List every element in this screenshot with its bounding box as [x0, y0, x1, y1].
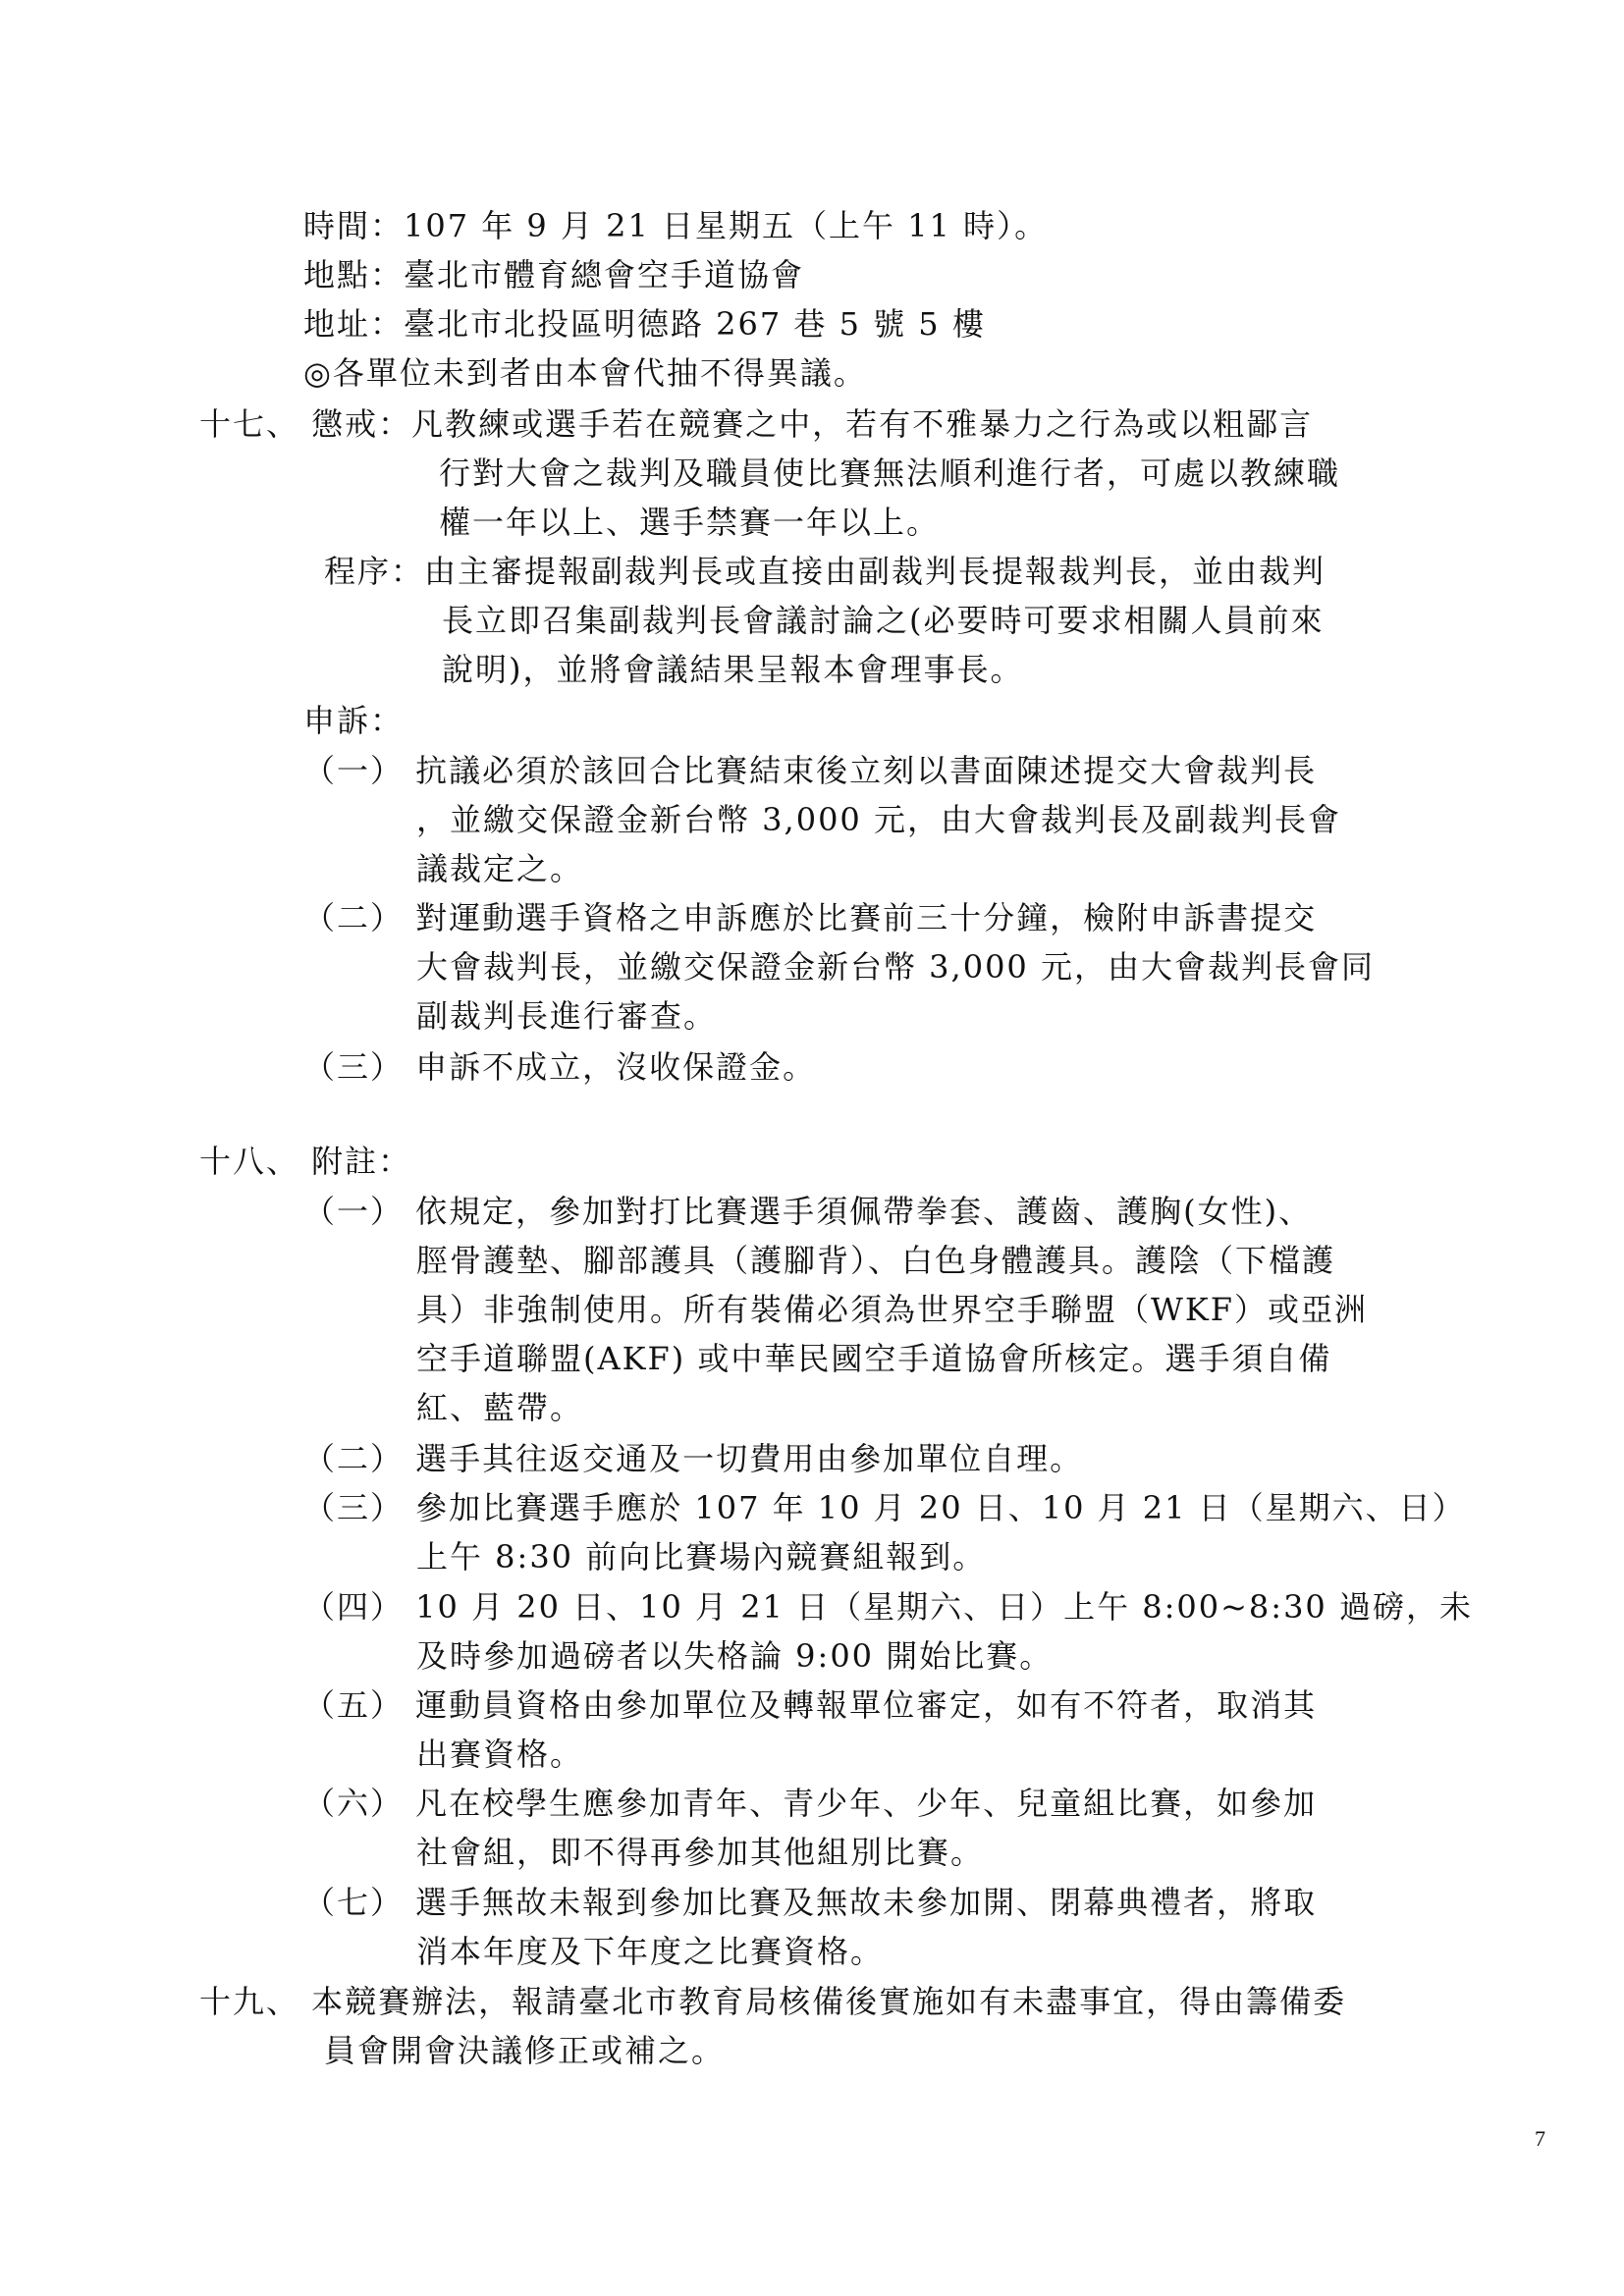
text-line: 權一年以上、選手禁賽一年以上。: [439, 504, 941, 541]
text-line: 申訴：: [303, 702, 405, 739]
text-line: （一） 抗議必須於該回合比賽結束後立刻以書面陳述提交大會裁判長: [303, 752, 1318, 789]
text-line: 大會裁判長，並繳交保證金新台幣 3,000 元，由大會裁判長會同: [416, 948, 1375, 986]
text-line: （四） 10 月 20 日、10 月 21 日（星期六、日）上午 8:00~8:30 過磅，未: [303, 1588, 1473, 1626]
text-line: 紅、藍帶。: [416, 1389, 584, 1426]
text-line: 消本年度及下年度之比賽資格。: [416, 1933, 885, 1970]
text-line: （二） 選手其往返交通及一切費用由參加單位自理。: [303, 1440, 1084, 1477]
text-line: 地點：臺北市體育總會空手道協會: [303, 256, 805, 294]
text-line: 副裁判長進行審查。: [416, 997, 718, 1035]
text-line: 程序：由主審提報副裁判長或直接由副裁判長提報裁判長，並由裁判: [324, 553, 1326, 590]
text-line: 十七、 懲戒：凡教練或選手若在競賽之中，若有不雅暴力之行為或以粗鄙言: [199, 405, 1314, 443]
text-line: 脛骨護墊、腳部護具（護腳背）、白色身體護具。護陰（下檔護: [416, 1242, 1336, 1279]
text-line: 說明)，並將會議結果呈報本會理事長。: [442, 651, 1024, 688]
text-line: 及時參加過磅者以失格論 9:00 開始比賽。: [416, 1637, 1054, 1675]
text-line: 行對大會之裁判及職員使比賽無法順利進行者，可處以教練職: [439, 454, 1341, 492]
text-line: 具）非強制使用。所有裝備必須為世界空手聯盟（WKF）或亞洲: [416, 1291, 1369, 1328]
text-line: 十九、 本競賽辦法，報請臺北市教育局核備後實施如有未盡事宜，得由籌備委: [199, 1983, 1347, 2020]
text-line: 社會組，即不得再參加其他組別比賽。: [416, 1834, 985, 1871]
text-line: （三） 申訴不成立，沒收保證金。: [303, 1048, 817, 1086]
text-line: （七） 選手無故未報到參加比賽及無故未參加開、閉幕典禮者，將取: [303, 1884, 1318, 1921]
text-line: 出賽資格。: [416, 1735, 584, 1773]
text-line: （五） 運動員資格由參加單位及轉報單位審定，如有不符者，取消其: [303, 1686, 1318, 1724]
text-line: 十八、 附註：: [199, 1143, 412, 1180]
text-line: 員會開會決議修正或補之。: [324, 2032, 726, 2069]
text-line: 上午 8:30 前向比賽場內競賽組報到。: [416, 1538, 987, 1575]
text-line: ◎各單位未到者由本會代抽不得異議。: [303, 354, 867, 392]
text-line: 議裁定之。: [416, 850, 584, 887]
text-line: 地址：臺北市北投區明德路 267 巷 5 號 5 樓: [303, 305, 986, 343]
text-line: （六） 凡在校學生應參加青年、青少年、少年、兒童組比賽，如參加: [303, 1785, 1318, 1822]
text-line: ，並繳交保證金新台幣 3,000 元，由大會裁判長及副裁判長會: [416, 801, 1341, 838]
text-line: 時間：107 年 9 月 21 日星期五（上午 11 時）。: [303, 207, 1049, 244]
text-line: 長立即召集副裁判長會議討論之(必要時可要求相關人員前來: [442, 602, 1325, 639]
text-line: 空手道聯盟(AKF) 或中華民國空手道協會所核定。選手須自備: [416, 1340, 1332, 1377]
text-line: （一） 依規定，參加對打比賽選手須佩帶拳套、護齒、護胸(女性)、: [303, 1193, 1313, 1230]
text-line: （三） 參加比賽選手應於 107 年 10 月 20 日、10 月 21 日（星期六、日）: [303, 1489, 1466, 1526]
page-number: 7: [1535, 2126, 1545, 2151]
text-line: （二） 對運動選手資格之申訴應於比賽前三十分鐘，檢附申訴書提交: [303, 899, 1318, 936]
